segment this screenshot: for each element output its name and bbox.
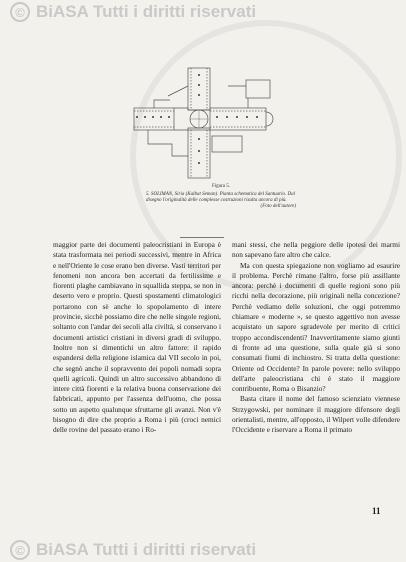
right-column — [232, 240, 400, 436]
page-number: 11 — [372, 506, 381, 516]
watermark-top — [0, 0, 406, 24]
right-paragraph-2: Ma con questa spiegazione non vogliamo ad esaurire il problema. Perchè rimane l'altro, forse più assillante ancora: perchè i documenti di quelle regioni sono più ricchi nella decorazione, più originali nella concezione? Perchè vediamo delle soluzioni, che oggi potremmo chiamare « moderne », se questo aggettivo non avesse acquistato un sapore sgradevole per merito di critici troppo accondiscendenti? Inavvertitamente siamo giunti di fronte ad una questione, sulla quale già si sono consumati fiumi di inchiostro. Si tratta della questione: Oriente od Occidente? In parole povere: nello sviluppo dell'arte paleocristiana chi è stato il maggiore contribuente, Roma o Bisanzio? — [232, 260, 400, 394]
watermark-bottom-text: BiASA Tutti i diritti riservati — [36, 540, 257, 559]
figure-number: Figura 5. — [211, 184, 231, 189]
caption-text: 5. SOLIMAN, Siria (Kalbat Seman). Pianta schematica del Santuario. Dal disegno l'originalità delle complesse costruzioni risulta ancora di più. — [146, 192, 296, 203]
watermark-top-text: BiASA Tutti i diritti riservati — [36, 2, 257, 21]
floor-plan-figure — [128, 56, 282, 186]
right-paragraph-3: Basta citare il nome del famoso scienziato viennese Strzygowski, per nominare il maggiore difensore degli orientalisti, mentre, all'opposto, il Wilpert volle difendere l'Occidente e riservare a Roma il primato — [232, 394, 400, 435]
right-paragraph-1: mani stessi, che nella peggiore delle ipotesi dei marmi non sapevano fare altro che calce. — [232, 240, 400, 260]
left-paragraph-1: maggior parte dei documenti paleocristiani in Europa è stata trasformata nei periodi successivi, mentre in Africa e nell'Oriente le cose erano ben diverse. Vasti territori per fenomeni non ancora ben accertati da fertilissime e fiorenti plaghe cambiavano in squallida steppa, se non in deserto vero e proprio. Questi spostamenti climatologici portarono con sè anche lo spopolamento di intere provincie, sicchè possiamo dire che nelle singole regioni, soltanto con l'andar dei secoli alla civiltà, si conservano i documenti artistici cristiani in diversi gradi di sviluppo. Inoltre non si dimentichi un altro fattore: il rapido espandersi della religione islamica dal VII secolo in poi, che segnò anche il sopravvento dei popoli nomadi sopra quelli agricoli. Quindi un altro successivo abbandono di intere città fiorenti e la relativa buona conservazione dei fabbricati, appunto per l'assenza dell'uomo, che possa sotto un aspetto qualunque sfruttarne gli avanzi. Non v'è bisogno di dire che proprio a Roma i più (croci nemici delle rovine del passato erano i Ro- — [53, 240, 221, 435]
caption-credit: (Foto dell'autore) — [260, 204, 296, 209]
caption-divider — [180, 237, 224, 238]
copyright-icon: © — [10, 2, 30, 22]
copyright-icon: © — [10, 540, 30, 560]
watermark-bottom — [0, 538, 406, 562]
left-column — [53, 240, 221, 436]
figure-caption — [146, 184, 296, 210]
